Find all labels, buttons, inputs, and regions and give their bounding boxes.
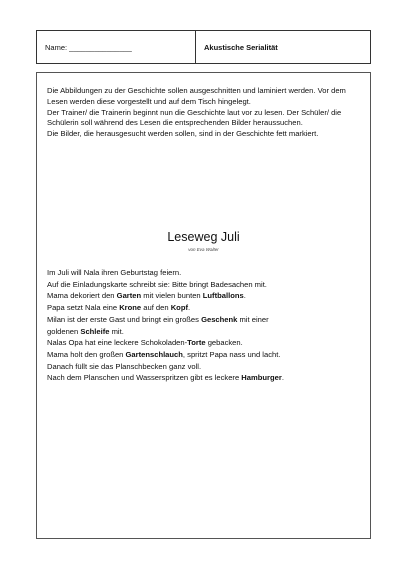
story-line: Danach füllt sie das Planschbecken ganz voll. — [47, 361, 202, 371]
story-line: Nach dem Planschen und Wasserspritzen gibt es leckere Hamburger. — [47, 373, 284, 383]
story-text — [47, 267, 365, 384]
instruction-paragraph: Die Bilder, die herausgesucht werden sollen, sind in der Geschichte fett markiert. — [47, 129, 319, 139]
keyword: Hamburger — [241, 373, 282, 383]
story-line: Mama holt den großen Gartenschlauch, spritzt Papa nass und lacht. — [47, 349, 281, 359]
story-line: Milan ist der erste Gast und bringt ein großes Geschenk mit einer — [47, 314, 269, 324]
instruction-paragraph: Die Abbildungen zu der Geschichte sollen ausgeschnitten und laminiert werden. Vor dem Lesen werden diese vorgestellt und auf dem Tisch hingelegt. — [47, 86, 346, 106]
keyword: Gartenschlauch — [125, 349, 183, 359]
keyword: Torte — [187, 338, 206, 348]
story-title: Leseweg Juli — [167, 230, 240, 244]
worksheet-header — [36, 30, 371, 64]
name-field-label: Name: _______________ — [37, 31, 196, 63]
keyword: Geschenk — [201, 314, 238, 324]
story-line: Mama dekoriert den Garten mit vielen bunten Luftballons. — [47, 291, 246, 301]
worksheet-topic: Akustische Serialität — [204, 42, 278, 52]
story-author: von Eva Walter — [188, 247, 219, 252]
keyword: Krone — [119, 303, 142, 313]
instruction-paragraph: Der Trainer/ die Trainerin beginnt nun die Geschichte laut vor zu lesen. Der Schüler/ die Schülerin soll während des Lesen die entsprechenden Bilder heraussuchen. — [47, 107, 342, 128]
story-line: Im Juli will Nala ihren Geburtstag feiern. — [47, 268, 182, 277]
keyword: Luftballons — [202, 291, 244, 301]
instructions — [47, 86, 365, 140]
story-line: goldenen Schleife mit. — [47, 326, 124, 336]
story-line: Auf die Einladungskarte schreibt sie: Bitte bringt Badesachen mit. — [47, 279, 267, 289]
keyword: Garten — [116, 291, 142, 301]
keyword: Schleife — [80, 326, 110, 336]
story-line: Papa setzt Nala eine Krone auf den Kopf. — [47, 303, 191, 313]
keyword: Kopf — [170, 303, 188, 313]
story-line: Nalas Opa hat eine leckere Schokoladen-Torte gebacken. — [47, 338, 243, 348]
